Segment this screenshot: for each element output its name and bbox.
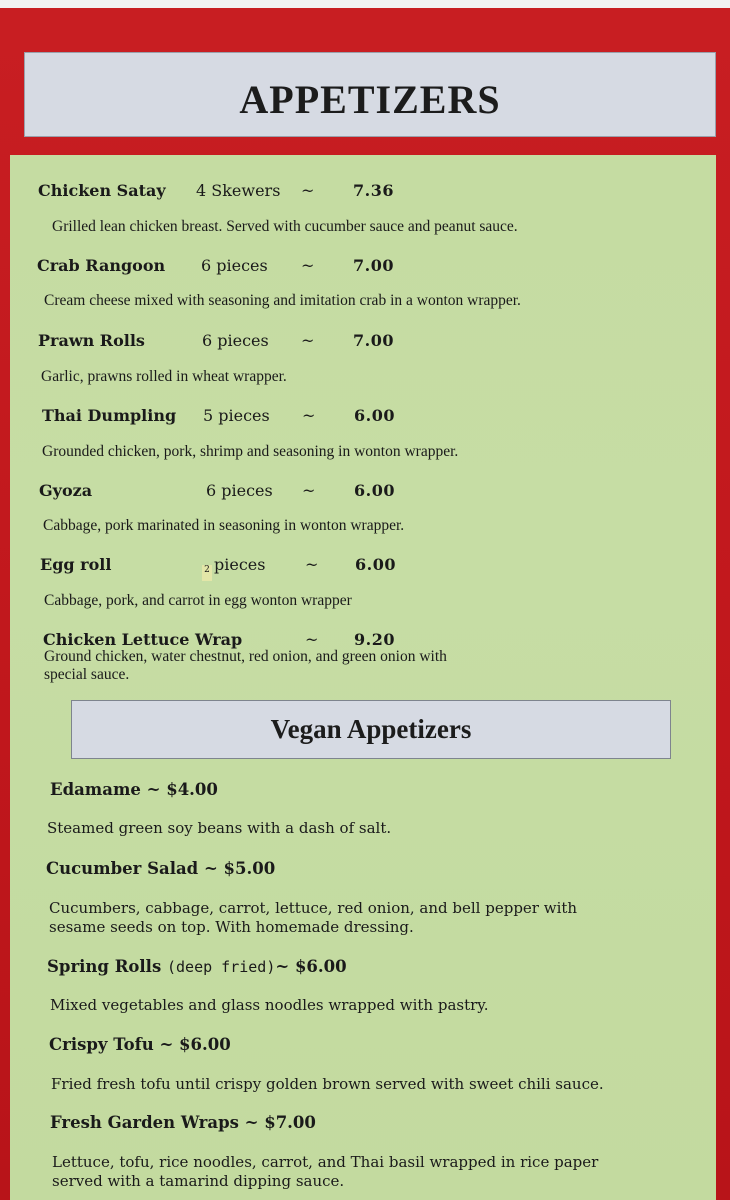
vegan-item-crispy-tofu: Crispy Tofu ~ $6.00: [49, 1035, 231, 1054]
item-quantity: 5 pieces: [203, 406, 270, 425]
vegan-item-fresh-garden-wraps: Fresh Garden Wraps ~ $7.00: [50, 1113, 316, 1132]
item-description: Ground chicken, water chestnut, red onion, and green onion with: [44, 648, 447, 665]
vegan-item-description: Mixed vegetables and glass noodles wrapped with pastry.: [50, 996, 489, 1014]
vegan-item-description: Cucumbers, cabbage, carrot, lettuce, red onion, and bell pepper with: [49, 899, 578, 917]
item-price: 9.20: [354, 630, 395, 649]
item-name: Chicken Lettuce Wrap: [43, 630, 243, 649]
vegan-item-spring-rolls: Spring Rolls (deep fried)~ $6.00: [47, 957, 347, 976]
vegan-item-description: Fried fresh tofu until crispy golden brown served with sweet chili sauce.: [51, 1075, 604, 1093]
item-description: Garlic, prawns rolled in wheat wrapper.: [41, 368, 287, 385]
item-description: Cabbage, pork, and carrot in egg wonton wrapper: [44, 592, 352, 609]
vegan-item-cucumber-salad: Cucumber Salad ~ $5.00: [46, 859, 276, 878]
spring-rolls-note: (deep fried): [167, 958, 276, 976]
item-name: Gyoza: [39, 481, 93, 500]
item-description: Cabbage, pork marinated in seasoning in wonton wrapper.: [43, 517, 405, 534]
item-price: 7.36: [353, 181, 394, 200]
item-description: Cream cheese mixed with seasoning and imitation crab in a wonton wrapper.: [44, 292, 521, 309]
item-quantity: 4 Skewers: [196, 181, 281, 200]
item-name: Egg roll: [40, 555, 112, 574]
item-quantity: 2 pieces: [202, 555, 265, 581]
item-separator: ~: [301, 181, 315, 200]
appetizers-title: APPETIZERS: [239, 77, 501, 122]
item-separator: ~: [302, 481, 316, 500]
item-description: Grounded chicken, pork, shrimp and seasoning in wonton wrapper.: [42, 443, 459, 460]
item-name: Chicken Satay: [38, 181, 166, 200]
item-quantity: 6 pieces: [206, 481, 273, 500]
item-name: Thai Dumpling: [42, 406, 177, 425]
item-separator: ~: [302, 406, 316, 425]
item-price: 6.00: [354, 481, 395, 500]
item-price: 6.00: [355, 555, 396, 574]
appetizers-header-banner: [24, 52, 716, 137]
item-description-line2: special sauce.: [44, 666, 130, 683]
vegan-item-description-line2: sesame seeds on top. With homemade dressing.: [49, 918, 414, 936]
item-separator: ~: [301, 256, 315, 275]
vegan-appetizers-banner: [71, 700, 671, 759]
item-separator: ~: [301, 331, 315, 350]
item-price: 7.00: [353, 256, 394, 275]
item-description: Grilled lean chicken breast. Served with cucumber sauce and peanut sauce.: [52, 218, 518, 235]
item-name: Prawn Rolls: [38, 331, 145, 350]
item-separator: ~: [305, 555, 319, 574]
vegan-item-description: Lettuce, tofu, rice noodles, carrot, and Thai basil wrapped in rice paper: [52, 1153, 599, 1171]
vegan-item-description-line2: served with a tamarind dipping sauce.: [52, 1172, 345, 1190]
item-separator: ~: [305, 630, 319, 649]
item-price: 7.00: [353, 331, 394, 350]
item-price: 6.00: [354, 406, 395, 425]
item-name: Crab Rangoon: [37, 256, 166, 275]
vegan-item-description: Steamed green soy beans with a dash of salt.: [47, 819, 392, 837]
item-quantity: 6 pieces: [202, 331, 269, 350]
vegan-item-edamame: Edamame ~ $4.00: [50, 780, 218, 799]
vegan-appetizers-title: Vegan Appetizers: [270, 714, 472, 744]
handwritten-quantity-mark: 2: [202, 565, 212, 581]
item-quantity: 6 pieces: [201, 256, 268, 275]
